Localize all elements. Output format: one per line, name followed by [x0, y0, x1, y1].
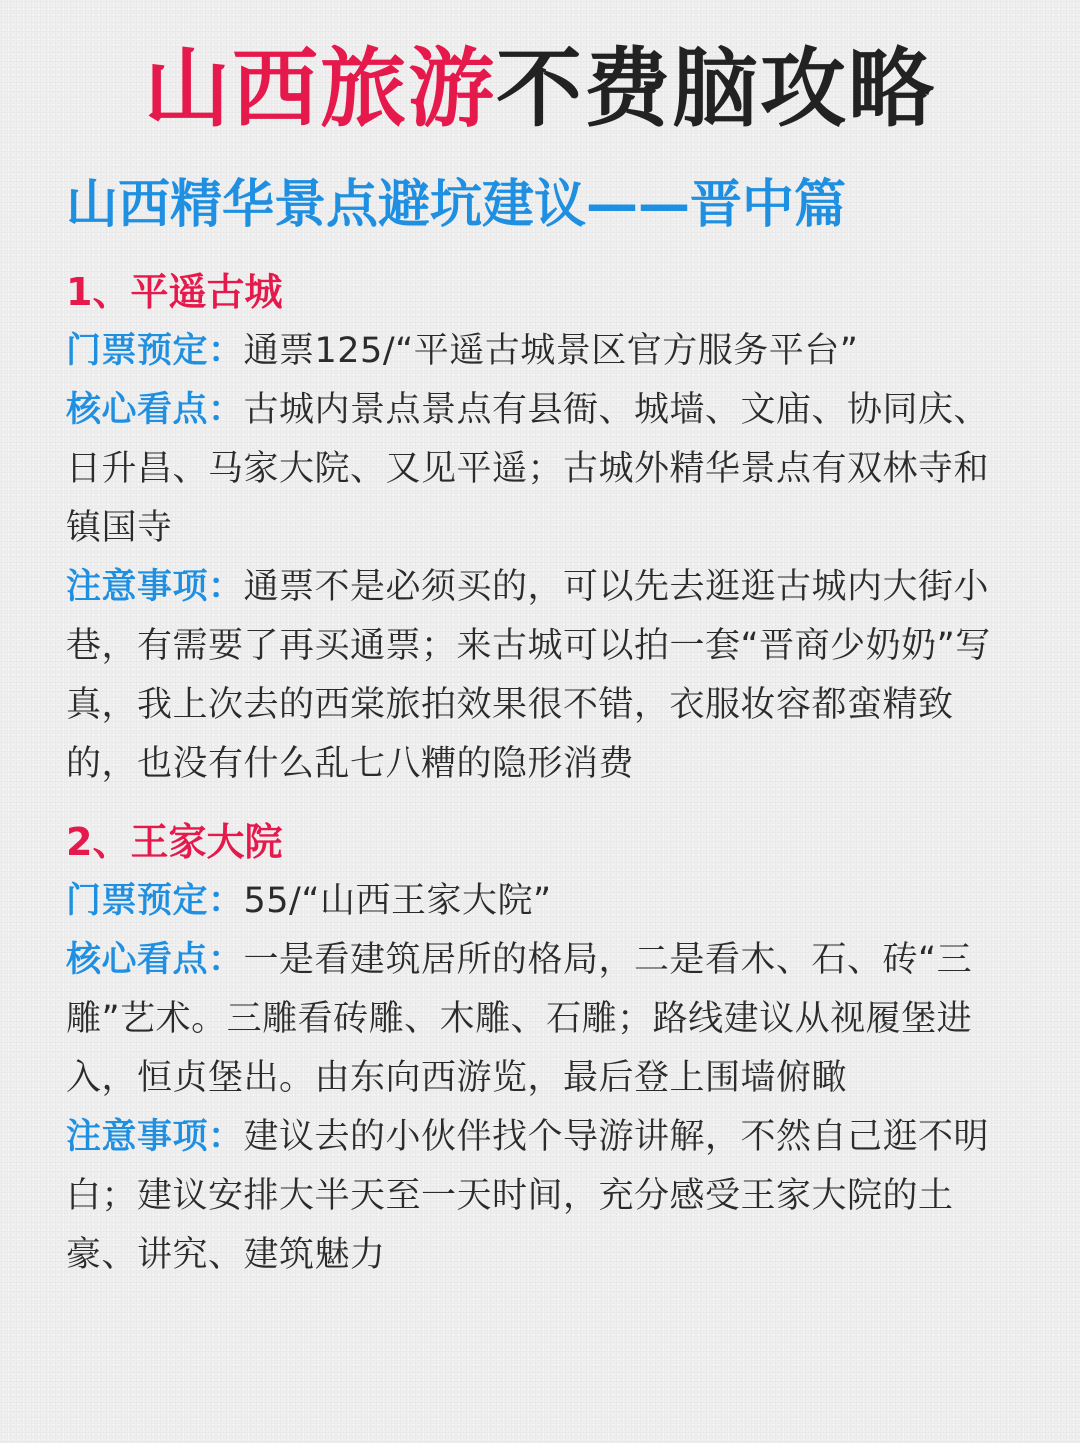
- highlights-paragraph: [66, 931, 1016, 1108]
- highlights-label: 核心看点：: [66, 390, 244, 430]
- section-heading: 1、平遥古城: [66, 270, 283, 314]
- title-rest: 不费脑攻略: [496, 39, 936, 139]
- highlights-value: 一是看建筑居所的格局，二是看木、石、砖“三雕”艺术。三雕看砖雕、木雕、石雕；路线建议从视履堡进入，恒贞堡出。由东向西游览，最后登上围墙俯瞰: [66, 940, 973, 1098]
- tickets-paragraph: [66, 872, 1016, 931]
- section-pingyao: [66, 262, 1016, 794]
- section-wangjia: [66, 812, 1016, 1285]
- notes-label: 注意事项：: [66, 1117, 244, 1157]
- highlights-paragraph: [66, 381, 1016, 558]
- section-heading: 2、王家大院: [66, 820, 283, 864]
- tickets-label: 门票预定：: [66, 881, 244, 921]
- highlights-value: 古城内景点景点有县衙、城墙、文庙、协同庆、日升昌、马家大院、又见平遥；古城外精华景点有双林寺和镇国寺: [66, 390, 990, 548]
- tickets-value: 通票125/“平遥古城景区官方服务平台”: [243, 331, 859, 371]
- tickets-label: 门票预定：: [66, 331, 244, 371]
- page-subtitle: 山西精华景点避坑建议——晋中篇: [66, 175, 847, 235]
- page-title: [0, 34, 1080, 144]
- notes-paragraph: [66, 558, 1016, 794]
- title-highlight: 山西旅游: [144, 39, 496, 139]
- notes-paragraph: [66, 1108, 1016, 1285]
- notes-value: 建议去的小伙伴找个导游讲解，不然自己逛不明白；建议安排大半天至一天时间，充分感受王家大院的土豪、讲究、建筑魅力: [66, 1117, 990, 1275]
- notes-value: 通票不是必须买的，可以先去逛逛古城内大街小巷，有需要了再买通票；来古城可以拍一套“晋商少奶奶”写真，我上次去的西棠旅拍效果很不错，衣服妆容都蛮精致的，也没有什么乱七八糟的隐形消费: [66, 567, 991, 784]
- highlights-label: 核心看点：: [66, 940, 244, 980]
- notes-label: 注意事项：: [66, 567, 244, 607]
- tickets-value: 55/“山西王家大院”: [243, 881, 552, 921]
- tickets-paragraph: [66, 322, 1016, 381]
